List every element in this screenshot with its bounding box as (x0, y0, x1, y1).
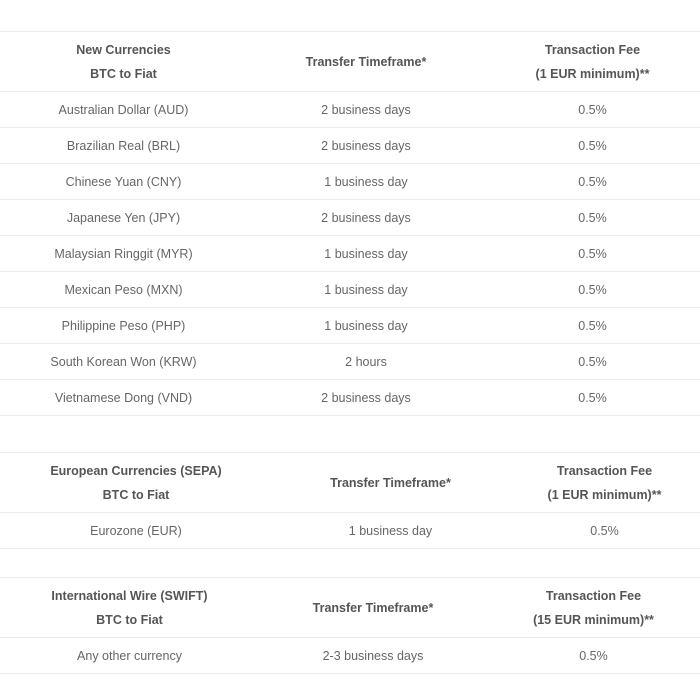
header-subtitle: (1 EUR minimum)** (547, 487, 662, 502)
table-row (0, 308, 700, 344)
header-title: Transaction Fee (545, 588, 642, 603)
fee-cell: 0.5% (485, 344, 700, 380)
currency-column-header (0, 32, 247, 92)
fee-cell: 0.5% (485, 308, 700, 344)
fee-cell: 0.5% (485, 236, 700, 272)
currency-cell: Mexican Peso (MXN) (0, 272, 247, 308)
timeframe-cell: 1 business day (247, 308, 485, 344)
new-currencies-table (0, 31, 700, 416)
timeframe-cell: 2 hours (247, 344, 485, 380)
fee-cell: 0.5% (485, 272, 700, 308)
currency-cell: Eurozone (EUR) (0, 513, 272, 549)
fee-cell: 0.5% (485, 92, 700, 128)
timeframe-cell: 2 business days (247, 92, 485, 128)
currency-cell: Philippine Peso (PHP) (0, 308, 247, 344)
currency-cell: Vietnamese Dong (VND) (0, 380, 247, 416)
fee-cell: 0.5% (509, 513, 700, 549)
fee-column-header (485, 32, 700, 92)
currency-cell: Any other currency (0, 638, 259, 674)
currency-cell: South Korean Won (KRW) (0, 344, 247, 380)
table-header-row (0, 453, 700, 513)
table-row (0, 92, 700, 128)
header-title: International Wire (SWIFT) (51, 588, 208, 603)
timeframe-cell: 1 business day (247, 164, 485, 200)
fee-cell: 0.5% (485, 164, 700, 200)
fee-cell: 0.5% (485, 380, 700, 416)
timeframe-cell: 1 business day (272, 513, 509, 549)
timeframe-column-header (272, 453, 509, 513)
currency-column-header (0, 453, 272, 513)
currency-cell: Malaysian Ringgit (MYR) (0, 236, 247, 272)
table-row (0, 272, 700, 308)
header-title: Transfer Timeframe* (312, 600, 434, 615)
timeframe-cell: 1 business day (247, 236, 485, 272)
header-subtitle: (15 EUR minimum)** (533, 612, 654, 627)
fee-column-header (509, 453, 700, 513)
sepa-table (0, 452, 700, 549)
header-subtitle: BTC to Fiat (102, 487, 170, 502)
timeframe-column-header (247, 32, 485, 92)
timeframe-cell: 2-3 business days (259, 638, 487, 674)
table-row (0, 164, 700, 200)
currency-column-header (0, 578, 259, 638)
header-title: Transaction Fee (556, 463, 653, 478)
timeframe-cell: 2 business days (247, 128, 485, 164)
fee-column-header (487, 578, 700, 638)
timeframe-cell: 2 business days (247, 200, 485, 236)
swift-table (0, 577, 700, 674)
timeframe-column-header (259, 578, 487, 638)
table-header-row (0, 578, 700, 638)
header-title: Transfer Timeframe* (305, 54, 427, 69)
fee-cell: 0.5% (487, 638, 700, 674)
table-header-row (0, 32, 700, 92)
header-subtitle: BTC to Fiat (90, 66, 157, 81)
table-row (0, 380, 700, 416)
header-title: Transfer Timeframe* (330, 475, 451, 490)
fee-cell: 0.5% (485, 200, 700, 236)
timeframe-cell: 1 business day (247, 272, 485, 308)
currency-cell: Chinese Yuan (CNY) (0, 164, 247, 200)
table-row (0, 200, 700, 236)
header-subtitle: (1 EUR minimum)** (535, 66, 650, 81)
table-row (0, 236, 700, 272)
timeframe-cell: 2 business days (247, 380, 485, 416)
table-row (0, 513, 700, 549)
currency-cell: Japanese Yen (JPY) (0, 200, 247, 236)
table-row (0, 638, 700, 674)
header-subtitle: BTC to Fiat (96, 612, 163, 627)
table-row (0, 344, 700, 380)
fee-cell: 0.5% (485, 128, 700, 164)
header-title: European Currencies (SEPA) (50, 463, 222, 478)
currency-cell: Australian Dollar (AUD) (0, 92, 247, 128)
header-title: Transaction Fee (544, 42, 641, 57)
currency-cell: Brazilian Real (BRL) (0, 128, 247, 164)
header-title: New Currencies (76, 42, 171, 57)
table-row (0, 128, 700, 164)
